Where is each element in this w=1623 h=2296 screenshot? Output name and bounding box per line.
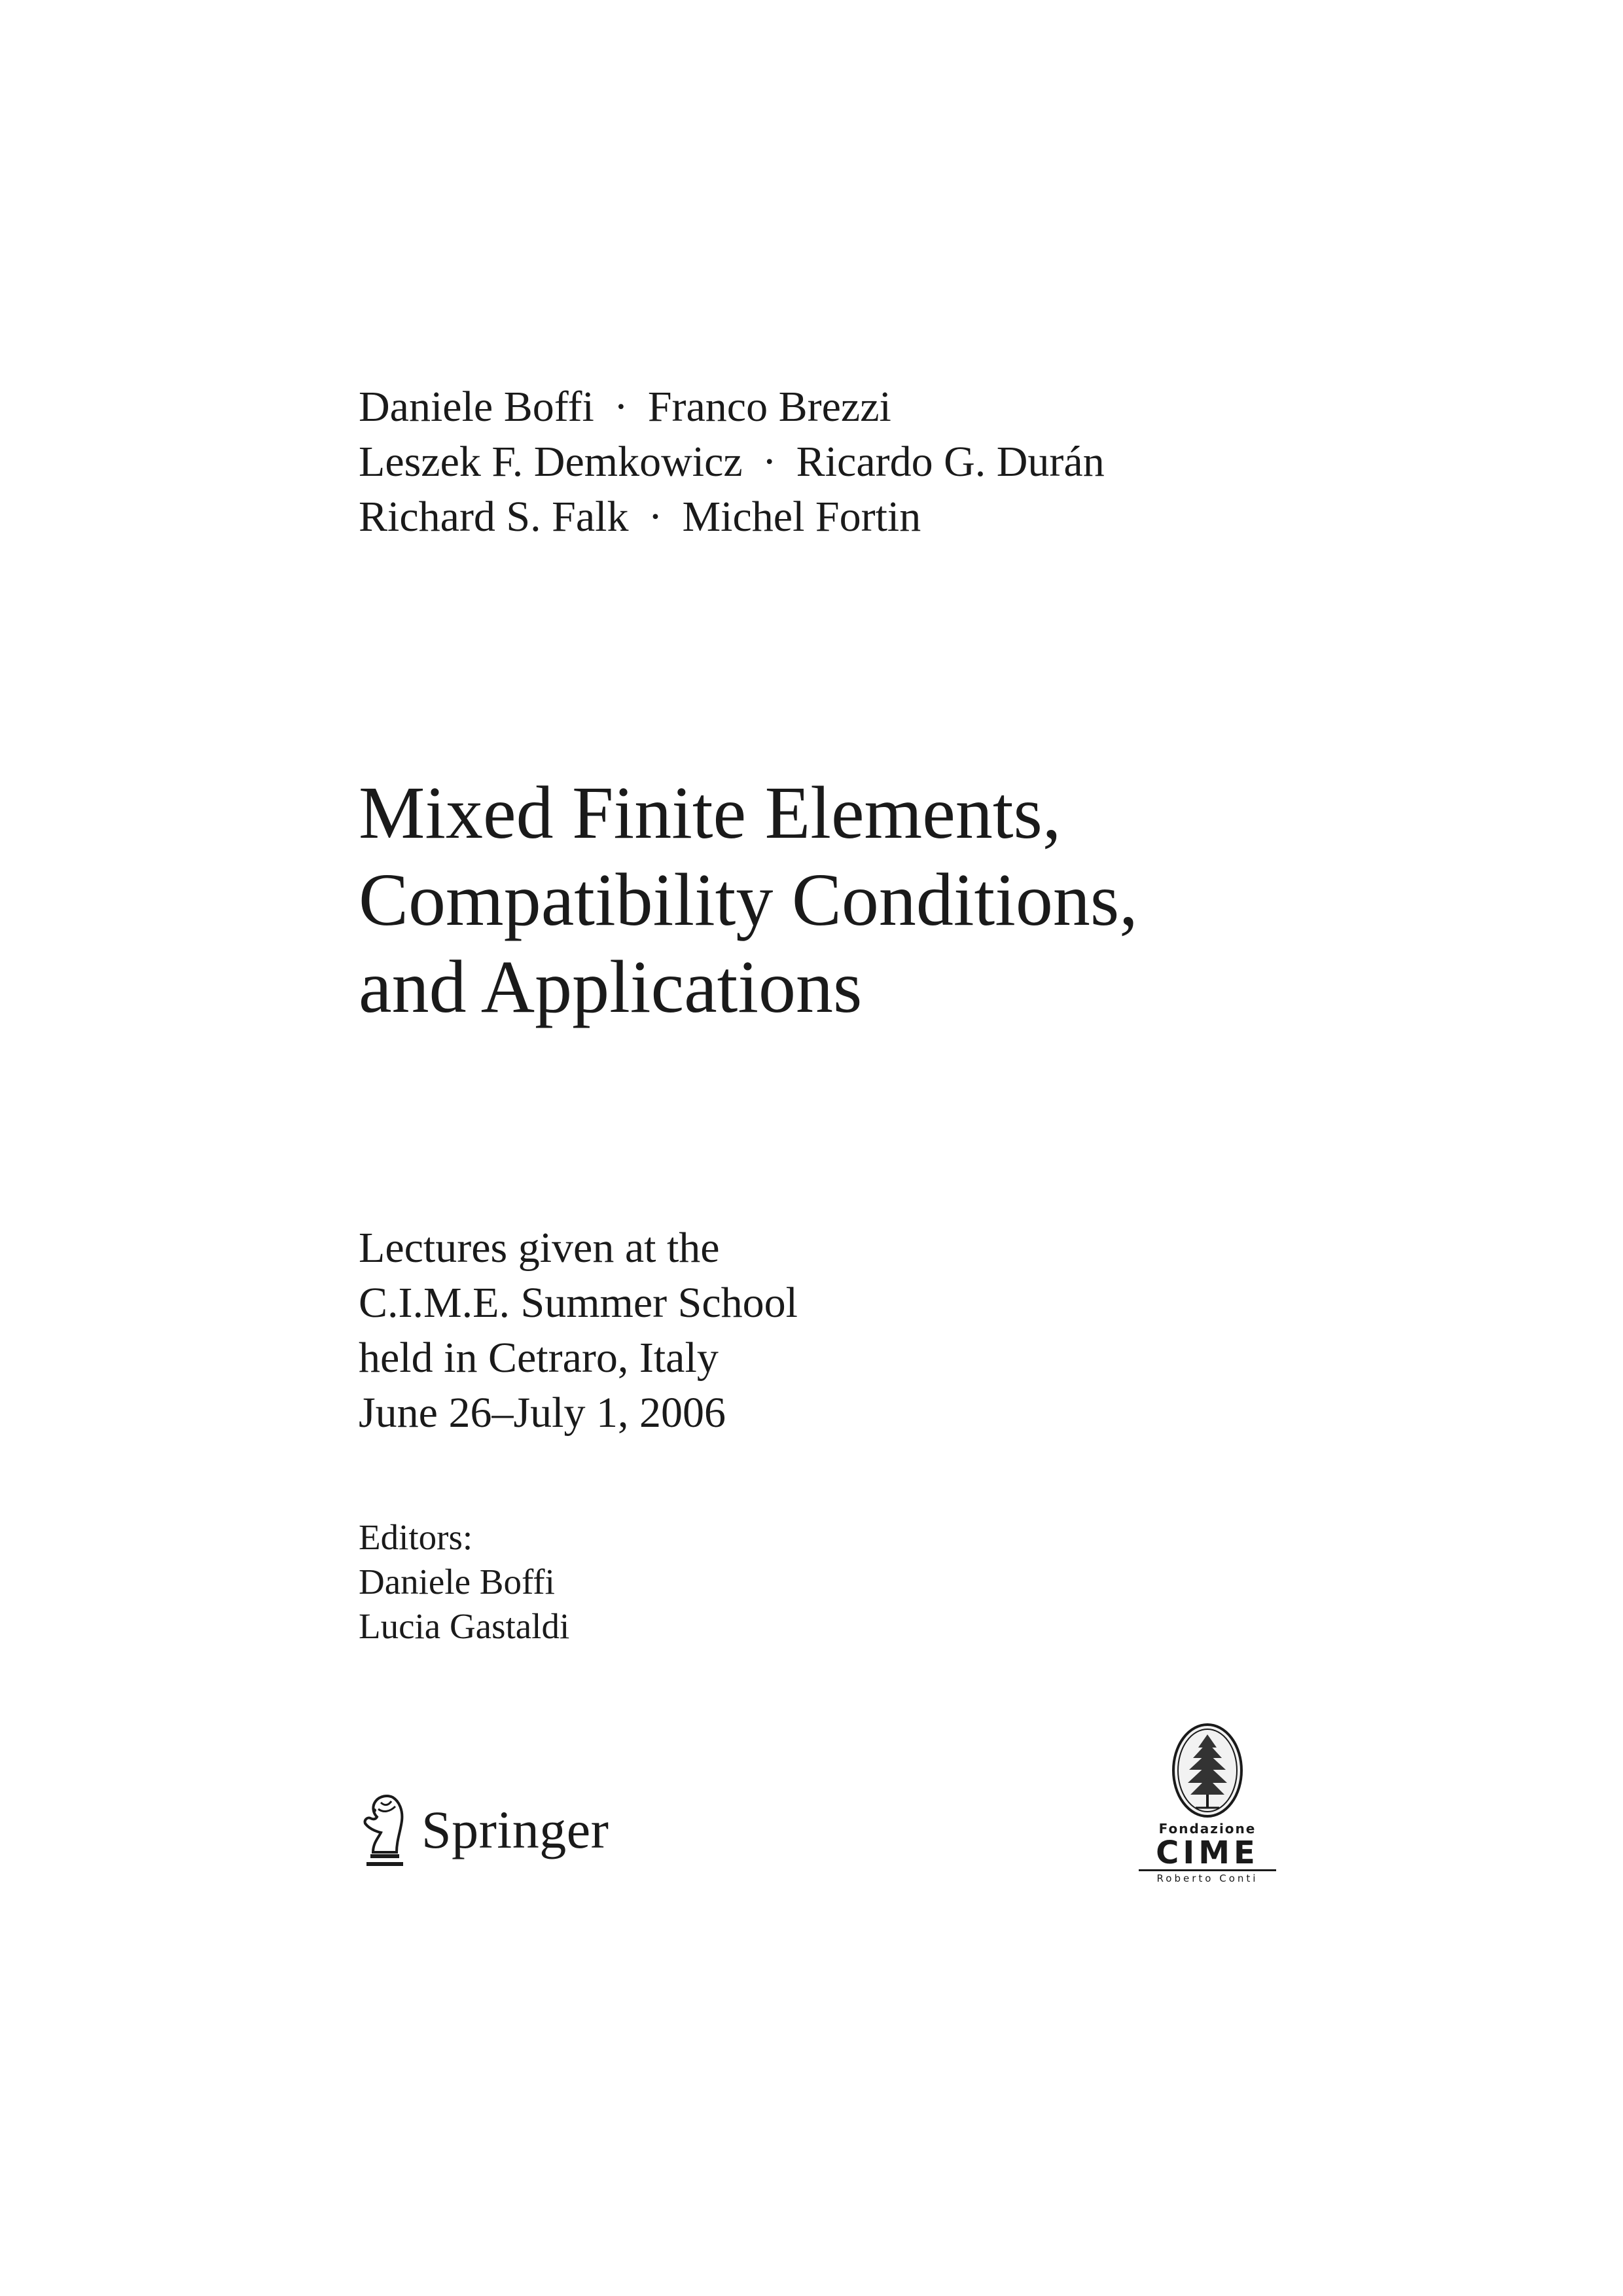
- editor-name: Lucia Gastaldi: [359, 1606, 570, 1646]
- author-name: Richard S. Falk: [359, 493, 629, 541]
- lecture-line-3: held in Cetraro, Italy: [359, 1334, 719, 1382]
- lecture-line-2: C.I.M.E. Summer School: [359, 1279, 798, 1327]
- author-name: Leszek F. Demkowicz: [359, 438, 743, 486]
- title-line-1: Mixed Finite Elements,: [359, 771, 1061, 854]
- springer-logo: [359, 1793, 609, 1867]
- author-separator: ·: [762, 438, 777, 486]
- author-name: Michel Fortin: [682, 493, 921, 541]
- springer-wordmark: Springer: [421, 1800, 609, 1859]
- editor-name: Daniele Boffi: [359, 1562, 555, 1602]
- author-name: Daniele Boffi: [359, 383, 594, 431]
- tree-seal-icon: [1169, 1721, 1245, 1820]
- author-line-1: [359, 380, 1105, 435]
- author-line-2: [359, 435, 1105, 490]
- author-name: Ricardo G. Durán: [796, 438, 1105, 486]
- author-separator: ·: [613, 383, 628, 431]
- lecture-line-4: June 26–July 1, 2006: [359, 1389, 726, 1437]
- lecture-line-1: Lectures given at the: [359, 1224, 720, 1272]
- author-list: [359, 380, 1105, 545]
- foundation-name: CIME: [1156, 1835, 1259, 1871]
- author-line-3: [359, 490, 1105, 545]
- knight-chess-piece-icon: [359, 1793, 410, 1867]
- title-line-2: Compatibility Conditions,: [359, 858, 1138, 941]
- lecture-info: [359, 1221, 798, 1441]
- foundation-label: Fondazione: [1158, 1821, 1257, 1837]
- author-separator: ·: [648, 493, 663, 541]
- book-title: [359, 769, 1138, 1030]
- editors-heading: Editors:: [359, 1517, 473, 1557]
- author-name: Franco Brezzi: [647, 383, 891, 431]
- title-line-3: and Applications: [359, 945, 863, 1028]
- editors-section: [359, 1515, 569, 1649]
- cime-logo: [1139, 1721, 1276, 1884]
- foundation-subtitle: Roberto Conti: [1139, 1869, 1276, 1884]
